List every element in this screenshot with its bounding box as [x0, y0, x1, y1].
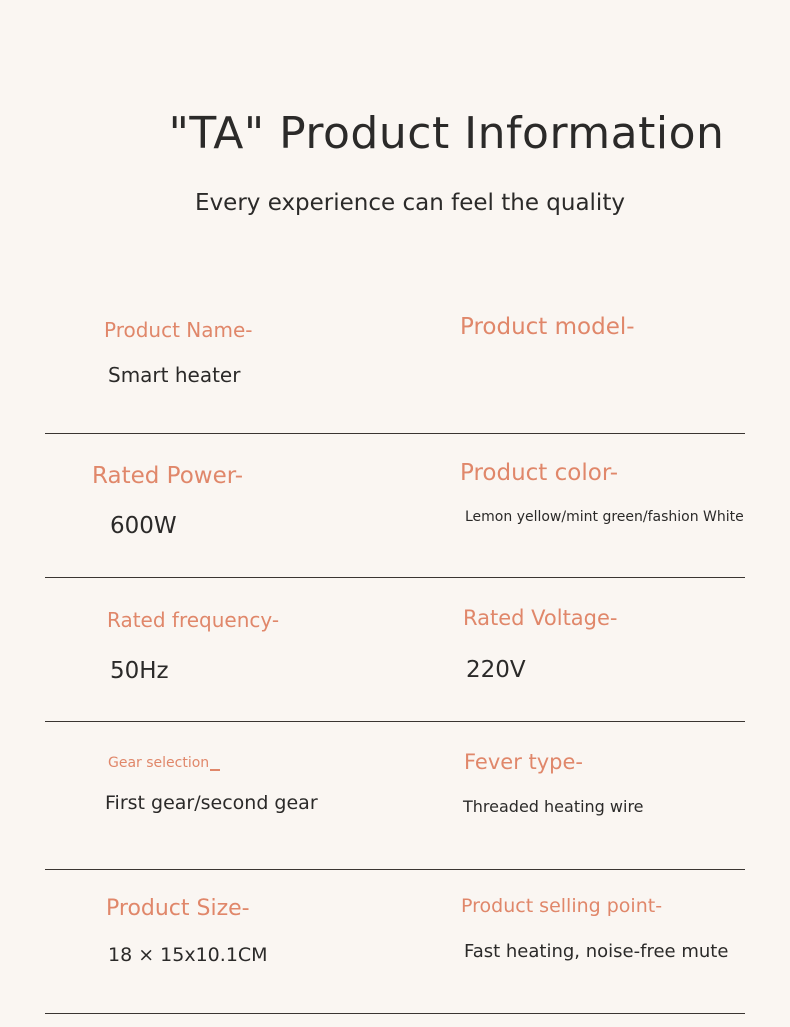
product-size-value: 18 × 15x10.1CM — [108, 944, 268, 966]
selling-point-label: Product selling point- — [461, 895, 663, 917]
gear-selection-label: Gear selection — [108, 753, 220, 773]
underscore-mark — [210, 769, 220, 771]
page-title: "TA" Product Information — [168, 108, 725, 159]
fever-type-value: Threaded heating wire — [463, 797, 644, 816]
divider — [45, 577, 745, 578]
divider — [45, 433, 745, 434]
product-color-label: Product color- — [460, 460, 619, 486]
divider — [45, 869, 745, 870]
fever-type-label: Fever type- — [464, 750, 583, 774]
product-color-value: Lemon yellow/mint green/fashion White — [465, 509, 744, 525]
rated-voltage-value: 220V — [466, 657, 526, 683]
product-name-label: Product Name- — [104, 318, 253, 342]
selling-point-value: Fast heating, noise-free mute — [464, 941, 729, 962]
divider — [45, 721, 745, 722]
divider — [45, 1013, 745, 1014]
page-subtitle: Every experience can feel the quality — [195, 190, 625, 216]
product-name-value: Smart heater — [108, 363, 241, 387]
rated-frequency-label: Rated frequency- — [107, 608, 280, 632]
gear-selection-value: First gear/second gear — [105, 792, 318, 814]
rated-frequency-value: 50Hz — [110, 658, 169, 684]
product-model-label: Product model- — [460, 314, 635, 340]
rated-power-value: 600W — [110, 513, 177, 539]
rated-voltage-label: Rated Voltage- — [463, 606, 618, 630]
rated-power-label: Rated Power- — [92, 463, 244, 489]
product-size-label: Product Size- — [106, 896, 250, 921]
